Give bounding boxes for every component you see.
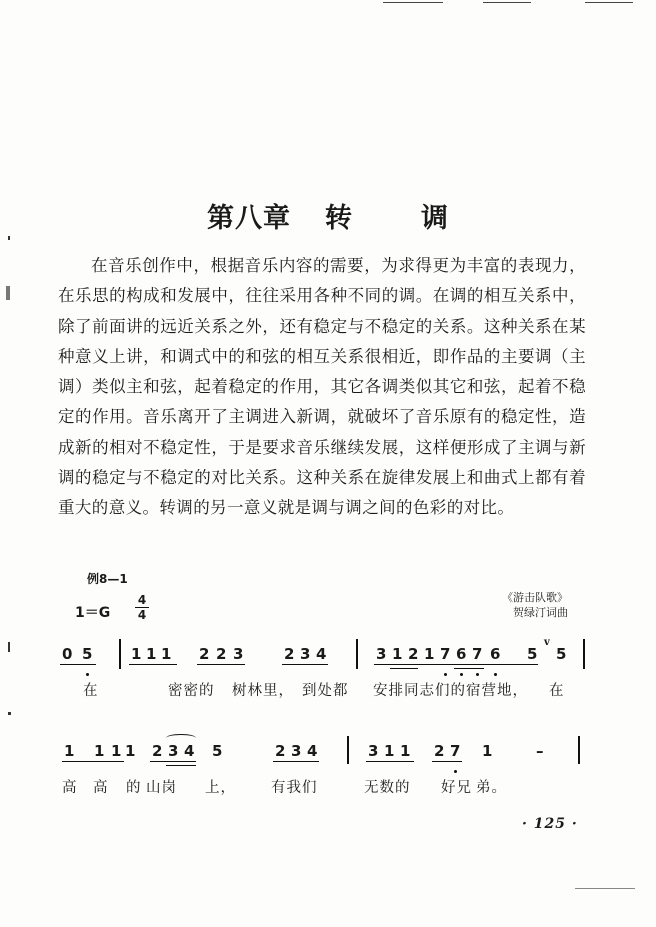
beam bbox=[60, 664, 96, 665]
jianpu-note: 7 bbox=[440, 645, 451, 663]
slur bbox=[166, 734, 196, 742]
jianpu-note: 3 bbox=[376, 645, 387, 663]
octave-dot bbox=[494, 673, 497, 676]
jianpu-note: 7 bbox=[472, 645, 483, 663]
margin-speck bbox=[575, 888, 635, 889]
jianpu-note: 1 bbox=[392, 645, 403, 663]
jianpu-note: 2 bbox=[275, 742, 286, 760]
score-line-2 bbox=[0, 742, 656, 812]
barline bbox=[583, 639, 585, 669]
jianpu-note: 1 bbox=[94, 742, 105, 760]
key-signature: 1＝G bbox=[75, 605, 111, 621]
jianpu-note: 1 bbox=[111, 742, 122, 760]
jianpu-note: 5 bbox=[556, 645, 567, 663]
time-signature bbox=[135, 594, 149, 621]
lyric: 的 bbox=[126, 780, 142, 796]
octave-dot bbox=[454, 770, 457, 773]
lyric: 山岗 bbox=[146, 780, 177, 796]
chapter-number: 第八章 bbox=[207, 203, 291, 234]
jianpu-note: 1 bbox=[131, 645, 142, 663]
lyric: 高 bbox=[62, 780, 78, 796]
beam bbox=[432, 761, 462, 762]
beam bbox=[282, 664, 328, 665]
chapter-title-char-1: 转 bbox=[325, 203, 353, 234]
beam bbox=[454, 668, 484, 669]
beam bbox=[366, 761, 414, 762]
lyric: 密密的 bbox=[168, 683, 215, 699]
margin-speck bbox=[8, 236, 10, 240]
song-credit bbox=[502, 590, 568, 620]
beam bbox=[390, 668, 418, 669]
jianpu-note: 4 bbox=[184, 742, 195, 760]
jianpu-note: 1 bbox=[384, 742, 395, 760]
jianpu-note: 2 bbox=[408, 645, 419, 663]
jianpu-note: 0 bbox=[62, 645, 73, 663]
jianpu-note: 1 bbox=[482, 742, 493, 760]
jianpu-note: 5 bbox=[527, 645, 538, 663]
beam bbox=[374, 664, 500, 665]
lyric: 树林里， bbox=[232, 683, 294, 699]
jianpu-note: 7 bbox=[450, 742, 461, 760]
beam bbox=[273, 761, 319, 762]
score-line-1 bbox=[0, 637, 656, 715]
beam bbox=[62, 761, 124, 762]
barline bbox=[119, 639, 121, 669]
example-label: 例8—1 bbox=[87, 572, 128, 586]
jianpu-note: 1 bbox=[161, 645, 172, 663]
jianpu-note: 4 bbox=[307, 742, 318, 760]
breath-mark: v bbox=[544, 637, 550, 648]
jianpu-note: 3 bbox=[233, 645, 244, 663]
jianpu-note: 4 bbox=[316, 645, 327, 663]
time-signature-top: 4 bbox=[137, 593, 147, 607]
lyric: 在 bbox=[549, 683, 565, 699]
top-rule bbox=[383, 2, 443, 3]
barline bbox=[356, 639, 358, 669]
barline bbox=[578, 736, 580, 764]
lyric: 安排同志们的宿营地， bbox=[373, 683, 528, 699]
jianpu-note: 3 bbox=[168, 742, 179, 760]
lyric: 在 bbox=[83, 683, 99, 699]
beam bbox=[488, 664, 538, 665]
lyric: 上， bbox=[205, 780, 236, 796]
jianpu-note: 1 bbox=[125, 742, 136, 760]
jianpu-note: 6 bbox=[490, 645, 501, 663]
jianpu-note: – bbox=[536, 742, 544, 760]
jianpu-note: 2 bbox=[199, 645, 210, 663]
jianpu-note: 3 bbox=[291, 742, 302, 760]
jianpu-note: 1 bbox=[400, 742, 411, 760]
lyric: 无数的 bbox=[364, 780, 411, 796]
jianpu-note: 2 bbox=[284, 645, 295, 663]
top-rule bbox=[585, 2, 633, 3]
octave-dot bbox=[460, 673, 463, 676]
jianpu-note: 1 bbox=[64, 742, 75, 760]
beam bbox=[150, 761, 196, 762]
top-rule bbox=[483, 2, 531, 3]
jianpu-note: 2 bbox=[434, 742, 445, 760]
jianpu-note: 2 bbox=[216, 645, 227, 663]
beam bbox=[166, 765, 196, 766]
chapter-title-char-2: 调 bbox=[421, 203, 449, 234]
jianpu-note: 5 bbox=[212, 742, 223, 760]
beam bbox=[197, 664, 245, 665]
time-signature-bottom: 4 bbox=[137, 608, 147, 622]
chapter-title bbox=[0, 196, 656, 235]
jianpu-note: 1 bbox=[424, 645, 435, 663]
jianpu-note: 6 bbox=[456, 645, 467, 663]
octave-dot bbox=[444, 673, 447, 676]
lyric: 到处都 bbox=[302, 683, 349, 699]
jianpu-note: 1 bbox=[146, 645, 157, 663]
body-paragraph: 在音乐创作中，根据音乐内容的需要，为求得更为丰富的表现力，在乐思的构成和发展中，往往采用各种不同的调。在调的相互关系中，除了前面讲的远近关系之外，还有稳定与不稳定的关系。这种关系在某种意义上讲，和调式中的和弦的相互关系很相近，即作品的主要调（主调）类似主和弦，起着稳定的作用，其它各调类似其它和弦，起着不稳定的作用。音乐离开了主调进入新调，就破坏了音乐原有的稳定性，造成新的相对不稳定性，于是要求音乐继续发展，这样便形成了主调与新调的稳定与不稳定的对比关系。这种关系在旋律发展上和曲式上都有着重大的意义。转调的另一意义就是调与调之间的色彩的对比。 bbox=[58, 256, 586, 518]
composer: 贺绿汀词曲 bbox=[513, 606, 568, 619]
beam bbox=[129, 664, 177, 665]
octave-dot bbox=[476, 673, 479, 676]
jianpu-note: 5 bbox=[82, 645, 93, 663]
lyric: 有我们 bbox=[271, 780, 318, 796]
page-number: · 125 · bbox=[522, 816, 578, 832]
lyric: 弟。 bbox=[476, 780, 507, 796]
octave-dot bbox=[86, 673, 89, 676]
lyric: 好兄 bbox=[441, 780, 472, 796]
barline bbox=[347, 736, 349, 764]
margin-speck bbox=[6, 286, 10, 300]
jianpu-note: 2 bbox=[152, 742, 163, 760]
song-title: 《游击队歌》 bbox=[502, 591, 568, 604]
lyric: 高 bbox=[93, 780, 109, 796]
jianpu-note: 3 bbox=[300, 645, 311, 663]
jianpu-note: 3 bbox=[368, 742, 379, 760]
